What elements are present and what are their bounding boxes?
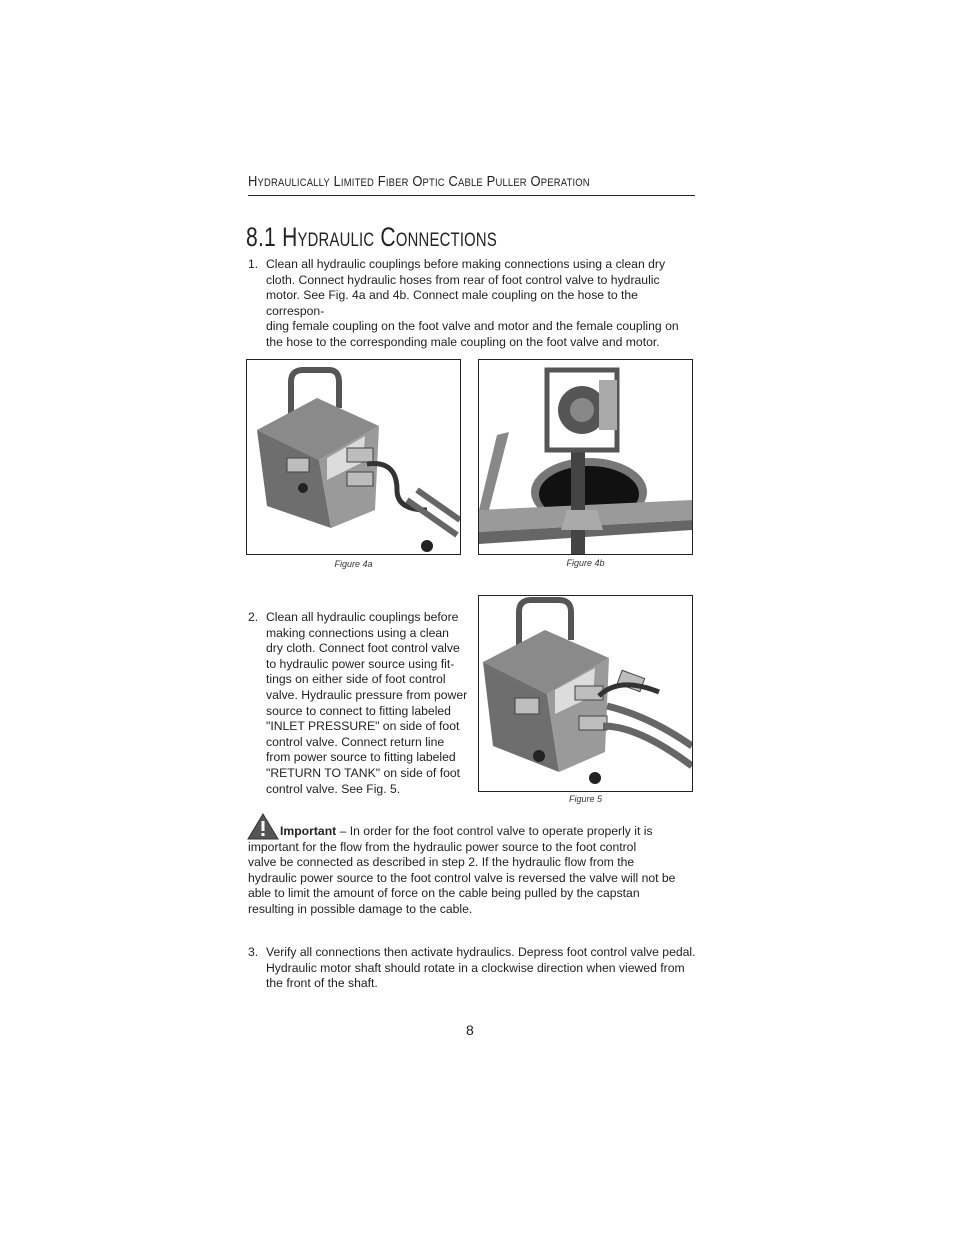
figure-4a-image (246, 359, 461, 555)
figure-5-caption: Figure 5 (568, 794, 603, 804)
important-label: Important (280, 824, 337, 838)
text-line: dry cloth. Connect foot control valve (266, 641, 460, 656)
text-line: from power source to fitting labeled (266, 750, 456, 765)
text-line: the front of the shaft. (266, 976, 378, 991)
step-text (266, 945, 696, 992)
figure-4b-image (478, 359, 693, 555)
text-line: "INLET PRESSURE" on side of foot (266, 719, 460, 734)
important-note (248, 824, 698, 918)
text-line: to hydraulic power source using fit- (266, 656, 455, 671)
header-divider (248, 195, 695, 196)
text-line: cloth. Connect hydraulic hoses from rear of foot control valve to hydraulic (266, 272, 660, 287)
text-line: hydraulic power source to the foot control valve is reversed the valve will not be (248, 870, 676, 885)
text-line: Clean all hydraulic couplings before (266, 610, 459, 624)
section-title: 8.1 Hydraulic Connections (246, 222, 498, 252)
text-line: the hose to the corresponding male coupling on the foot valve and motor. (266, 334, 660, 349)
text-line: Clean all hydraulic couplings before making connections using a clean dry (266, 257, 666, 271)
text-line: Verify all connections then activate hydraulics. Depress foot control valve pedal. (266, 945, 696, 959)
text-line: making connections using a clean (266, 625, 449, 640)
text-line: important for the flow from the hydraulic power source to the foot control (248, 839, 637, 854)
text-line: Hydraulic motor shaft should rotate in a clockwise direction when viewed from (266, 960, 685, 975)
step-text (266, 610, 467, 797)
text-line: able to limit the amount of force on the cable being pulled by the capstan (248, 886, 640, 901)
text-line: tings on either side of foot control (266, 672, 446, 687)
text-line: resulting in possible damage to the cable. (248, 901, 473, 916)
cable-puller-manhole-illustration (479, 360, 692, 554)
figure-5-image (478, 595, 693, 792)
text-line: "RETURN TO TANK" on side of foot (266, 765, 461, 780)
valve-power-source-illustration (479, 596, 692, 791)
text-line: valve. Hydraulic pressure from power (266, 687, 468, 702)
text-line: motor. See Fig. 4a and 4b. Connect male coupling on the hose to the correspon- (266, 288, 638, 318)
step-number: 1. (248, 257, 259, 271)
figure-4a-caption: Figure 4a (334, 559, 373, 569)
figure-4b-caption: Figure 4b (566, 558, 605, 568)
important-first-line (248, 824, 698, 840)
step-number: 2. (248, 610, 259, 624)
step-text (266, 257, 698, 351)
text-line: ding female coupling on the foot valve and motor and the female coupling on (266, 319, 679, 334)
step-number: 3. (248, 945, 259, 959)
text-line: control valve. See Fig. 5. (266, 781, 401, 796)
text-line: – In order for the foot control valve to operate properly it is (336, 824, 653, 838)
text-line: valve be connected as described in step 2. If the hydraulic flow from the (248, 855, 635, 870)
page-number: 8 (466, 1022, 474, 1038)
text-line: source to connect to fitting labeled (266, 703, 451, 718)
foot-control-valve-illustration (247, 360, 460, 554)
text-line: control valve. Connect return line (266, 734, 445, 749)
running-header: Hydraulically Limited Fiber Optic Cable Puller Operation (248, 173, 590, 190)
